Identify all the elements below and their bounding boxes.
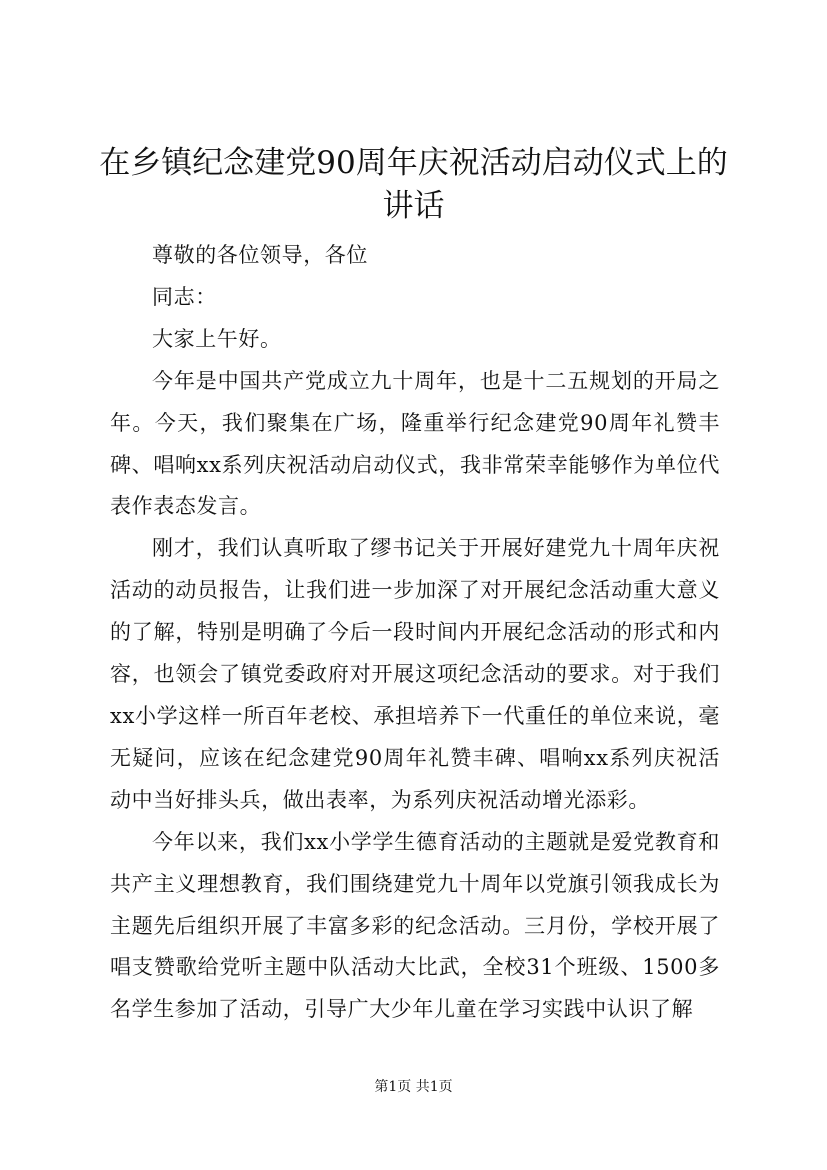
paragraph-salutation: 尊敬的各位领导，各位 — [152, 243, 368, 267]
document-body — [110, 235, 720, 1031]
page-footer: 第1页 共1页 — [374, 1079, 453, 1095]
paragraph-greeting: 大家上午好。 — [152, 326, 282, 351]
paragraph-salutation-continued: 同志： — [152, 284, 217, 309]
paragraph-activities: 今年以来，我们xx小学学生德育活动的主题就是爱党教育和共产主义理想教育，我们围绕建党九十周年以党旗引领我成长为主题先后组织开展了丰富多彩的纪念活动。三月份，学校开展了唱支赞歌给党听主题中队活动大比武，全校31个班级、1500多名学生参加了活动，引导广大少年儿童在学习实践中认识了解 — [110, 829, 720, 1022]
paragraph-report: 刚才，我们认真听取了缪书记关于开展好建党九十周年庆祝活动的动员报告，让我们进一步加深了对开展纪念活动重大意义的了解，特别是明确了今后一段时间内开展纪念活动的形式和内容，也领会了镇党委政府对开展这项纪念活动的要求。对于我们xx小学这样一所百年老校、承担培养下一代重任的单位来说，毫无疑问，应该在纪念建党90周年礼赞丰碑、唱响xx系列庆祝活动中当好排头兵，做出表率，为系列庆祝活动增光添彩。 — [110, 536, 720, 812]
document-title: 在乡镇纪念建党90周年庆祝活动启动仪式上的讲话 — [99, 145, 728, 224]
paragraph-intro: 今年是中国共产党成立九十周年，也是十二五规划的开局之年。今天，我们聚集在广场，隆重举行纪念建党90周年礼赞丰碑、唱响xx系列庆祝活动启动仪式，我非常荣幸能够作为单位代表作表态发言。 — [110, 368, 720, 519]
